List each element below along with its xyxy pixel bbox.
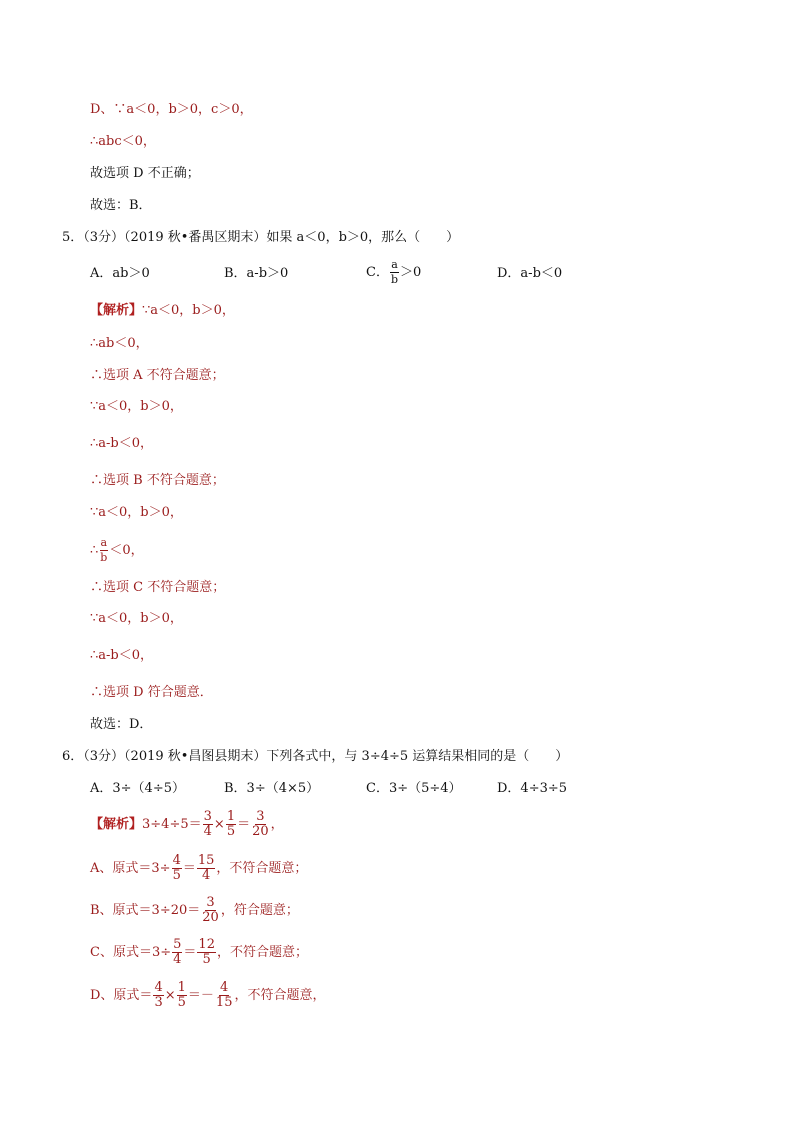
fraction-numerator: 3 [256,809,265,824]
prev-line-1: D、∵a＜0，b＞0，c＞0， [90,102,253,117]
fraction [177,981,187,1010]
fraction-denominator: 4 [201,868,211,883]
prev-line-2: ∴abc＜0， [90,134,156,149]
fraction-numerator: 3 [203,809,212,824]
fraction [251,810,270,839]
analysis-prefix: 3÷4÷5＝ [142,817,202,832]
q6-analysis-line-b [90,896,299,925]
q5-option-b: B．a-b＞0 [224,266,289,281]
question-5-stem: 5．（3分）（2019 秋•番禺区期末）如果 a＜0，b＞0，那么（ ） [62,230,460,245]
question-6-stem: 6．（3分）（2019 秋•昌图县期末）下列各式中，与 3÷4÷5 运算结果相同的是（ ） [62,749,569,764]
fraction-denominator: 15 [215,995,233,1010]
prev-line-3: 故选项 D 不正确； [90,166,200,181]
q5-analysis-line-7: ∵a＜0，b＞0， [90,505,183,520]
fraction-denominator: 3 [154,995,163,1010]
q5-option-c-prefix: C． [366,265,389,280]
fraction-denominator: 5 [202,952,211,967]
fraction-numerator: 3 [206,895,215,910]
q5-option-c-fraction [390,258,399,287]
fraction-denominator: b [390,273,398,286]
q6-analysis-line-a [90,854,307,883]
fraction-denominator: 5 [226,824,236,839]
fraction-numerator: 15 [197,853,215,868]
analysis-prefix: D、原式＝ [90,988,153,1003]
q5-analysis-fraction [99,536,108,565]
fraction-numerator: a [100,536,108,549]
fraction-denominator: b [100,551,108,564]
fraction-denominator: 5 [172,868,181,883]
q5-analysis-line-8 [90,536,144,565]
q5-analysis-line-2: ∴ab＜0， [90,336,149,351]
analysis-text: ∵a＜0，b＞0， [142,303,235,318]
fraction-denominator: 20 [202,910,219,925]
prev-line-4: 故选：B． [90,198,152,213]
q5-analysis-line-5: ∴a-b＜0， [90,436,154,451]
q6-option-d: D．4÷3÷5 [497,781,568,796]
q5-option-c [366,258,421,287]
analysis-prefix: C、原式＝3÷ [90,945,172,960]
fraction-numerator: 12 [198,937,215,952]
analysis-prefix: A、原式＝3÷ [90,861,171,876]
equals-sign: ＝ [237,817,251,832]
multiply-sign: × [164,988,176,1003]
q6-option-c: C．3÷（5÷4） [366,781,462,796]
q6-option-b: B．3÷（4×5） [224,781,320,796]
q5-option-c-suffix: ＞0 [400,265,422,280]
q6-analysis-line-c [90,938,308,967]
fraction-denominator: 4 [203,824,212,839]
analysis-prefix: B、原式＝3÷20＝ [90,903,201,918]
q6-analysis-line-d [90,981,325,1010]
fraction [197,854,216,883]
equals-sign: ＝－ [187,988,214,1003]
equals-sign: ＝ [182,861,196,876]
fraction-numerator: 4 [220,980,229,995]
fraction [226,810,236,839]
fraction [172,854,182,883]
fraction [201,896,220,925]
q6-analysis-line-1 [90,810,284,839]
analysis-suffix: ，符合题意； [220,903,299,918]
fraction-numerator: 4 [172,853,181,868]
equals-sign: ＝ [183,945,197,960]
fraction [203,810,213,839]
analysis-suffix: ，不符合题意， [234,988,326,1003]
q5-analysis-line-4: ∵a＜0，b＞0， [90,399,183,414]
fraction-denominator: 5 [177,995,186,1010]
analysis-tag: 【解析】 [90,303,143,318]
fraction-numerator: 4 [154,980,163,995]
fraction-numerator: a [391,258,398,271]
q5-analysis-line-11: ∴a-b＜0， [90,648,154,663]
fraction-denominator: 4 [173,952,182,967]
analysis-suffix: ，不符合题意； [216,945,308,960]
fraction [215,981,234,1010]
q5-analysis-line-12: ∴选项 D 符合题意． [90,685,213,700]
q5-analysis-line-3: ∴选项 A 不符合题意； [90,368,225,383]
q5-analysis-line-10: ∵a＜0，b＞0， [90,611,183,626]
fraction [197,938,216,967]
fraction [153,981,163,1010]
analysis-suffix: ， [270,817,284,832]
analysis-tag: 【解析】 [90,817,143,832]
multiply-sign: × [213,817,225,832]
q5-answer: 故选：D． [90,717,153,732]
fraction-numerator: 5 [173,937,182,952]
q5-option-d: D．a-b＜0 [497,266,563,281]
q5-analysis-line-6: ∴选项 B 不符合题意； [90,473,225,488]
analysis-suffix: ＜0， [109,543,144,558]
q6-option-a: A．3÷（4÷5） [90,781,185,796]
q5-analysis-line-1 [90,302,235,320]
analysis-prefix: ∴ [90,543,99,558]
analysis-suffix: ，不符合题意； [216,861,308,876]
fraction-numerator: 1 [177,980,186,995]
q5-option-a: A．ab＞0 [90,266,150,281]
fraction [172,938,182,967]
q5-analysis-line-9: ∴选项 C 不符合题意； [90,580,226,595]
fraction-numerator: 1 [226,809,236,824]
fraction-denominator: 20 [252,824,269,839]
